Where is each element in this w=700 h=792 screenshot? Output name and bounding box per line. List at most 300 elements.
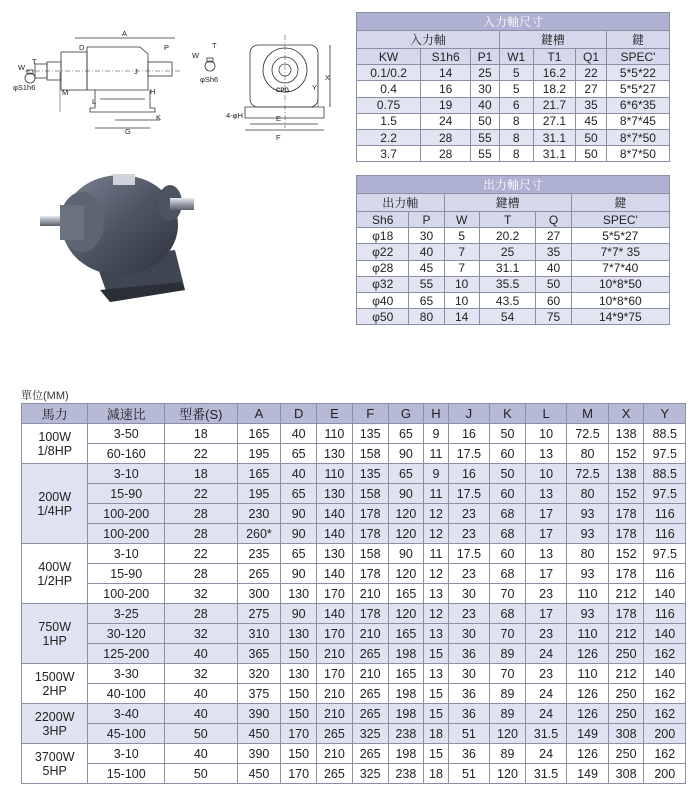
table-cell: 93	[567, 604, 608, 624]
table-row	[22, 664, 686, 684]
table-row	[357, 113, 670, 129]
table-cell: 13	[424, 664, 448, 684]
dim-label-k: K	[156, 113, 162, 122]
table-cell: 165	[237, 424, 281, 444]
table-cell: 28	[165, 564, 238, 584]
table-cell: 140	[317, 524, 353, 544]
table-cell: 15	[424, 744, 448, 764]
motor-power-line: 750W	[38, 619, 72, 634]
table-cell: 40	[536, 260, 571, 276]
table-cell: 75	[536, 309, 571, 325]
dim-label-w: W	[18, 63, 26, 72]
table-cell: 116	[644, 504, 686, 524]
table-cell: 138	[608, 424, 644, 444]
table-cell: 170	[317, 664, 353, 684]
dim-label-l: L	[92, 97, 97, 106]
motor-group	[22, 664, 686, 704]
table-cell: 17	[525, 604, 566, 624]
motor-power-line: 3700W	[34, 749, 75, 764]
table-cell: 36	[448, 684, 489, 704]
table-cell: 195	[237, 444, 281, 464]
motor-power-line: 100W	[38, 429, 72, 444]
table-cell: 15	[424, 684, 448, 704]
table-row	[357, 292, 670, 308]
table-cell: 170	[281, 724, 317, 744]
table-cell: 11	[424, 544, 448, 564]
table-cell: 35	[536, 244, 571, 260]
table-cell: 20.2	[479, 228, 536, 244]
dim-label-m: M	[62, 88, 69, 97]
main-col-header: Y	[644, 404, 686, 424]
table-cell: 60-160	[88, 444, 165, 464]
table-cell: 50	[165, 724, 238, 744]
table-row	[22, 524, 686, 544]
table-cell: 89	[490, 704, 526, 724]
table-cell: 60	[536, 292, 571, 308]
table-cell: 30	[448, 624, 489, 644]
table-cell: 126	[567, 744, 608, 764]
table-cell: 65	[388, 424, 424, 444]
table-cell: 138	[608, 464, 644, 484]
table-cell: 8*7*50	[606, 146, 669, 162]
table-cell: 238	[388, 764, 424, 784]
main-col-header: 馬力	[22, 404, 88, 424]
end-label-x: X	[325, 73, 331, 82]
input-col-header: P1	[471, 49, 500, 65]
table-cell: 60	[490, 484, 526, 504]
table-cell: 7	[444, 260, 479, 276]
table-cell: 250	[608, 684, 644, 704]
table-cell: 32	[165, 624, 238, 644]
table-cell: 40	[281, 464, 317, 484]
table-cell: 150	[281, 744, 317, 764]
table-cell: 16	[421, 81, 471, 97]
table-cell: 165	[388, 664, 424, 684]
table-cell: 158	[352, 484, 388, 504]
table-cell: 25	[471, 65, 500, 81]
table-cell: 158	[352, 544, 388, 564]
table-cell: 80	[409, 309, 444, 325]
table-cell: 210	[317, 644, 353, 664]
table-cell: 88.5	[644, 464, 686, 484]
table-cell: 11	[424, 444, 448, 464]
table-cell: 212	[608, 664, 644, 684]
table-cell: 170	[317, 624, 353, 644]
table-cell: 17	[525, 504, 566, 524]
table-cell: 68	[490, 504, 526, 524]
table-cell: 390	[237, 704, 281, 724]
table-row	[357, 65, 670, 81]
table-cell: 158	[352, 444, 388, 464]
main-col-header: D	[281, 404, 317, 424]
table-cell: 24	[525, 684, 566, 704]
table-cell: φ22	[357, 244, 409, 260]
table-cell: 89	[490, 684, 526, 704]
table-cell: 68	[490, 604, 526, 624]
table-cell: 45	[409, 260, 444, 276]
main-col-header: H	[424, 404, 448, 424]
dim-label-p: P	[164, 43, 170, 52]
table-cell: 6*6*35	[606, 97, 669, 113]
table-cell: 3.7	[357, 146, 421, 162]
table-cell: 13	[525, 484, 566, 504]
table-cell: 22	[165, 484, 238, 504]
table-cell: 0.1/0.2	[357, 65, 421, 81]
table-cell: 89	[490, 644, 526, 664]
table-cell: 120	[490, 724, 526, 744]
main-col-header: K	[490, 404, 526, 424]
table-cell: 15	[424, 704, 448, 724]
table-cell: 5	[499, 81, 533, 97]
motor-power-line: 200W	[38, 489, 72, 504]
input-col-header: Q1	[576, 49, 607, 65]
main-col-header: F	[352, 404, 388, 424]
output-shaft-table	[356, 175, 670, 325]
table-cell: 5*5*27	[571, 228, 669, 244]
table-cell: 31.5	[525, 724, 566, 744]
table-cell: 140	[317, 504, 353, 524]
table-cell: 198	[388, 644, 424, 664]
table-cell: 120	[388, 604, 424, 624]
table-cell: 140	[644, 624, 686, 644]
table-cell: 80	[567, 544, 608, 564]
end-label-t: T	[212, 41, 217, 50]
table-cell: 325	[352, 724, 388, 744]
table-cell: 31.5	[525, 764, 566, 784]
motor-power-line: 1500W	[34, 669, 75, 684]
table-cell: 130	[317, 484, 353, 504]
dim-label-j: J	[134, 67, 138, 76]
table-row	[357, 97, 670, 113]
table-cell: 68	[490, 564, 526, 584]
table-cell: 9	[424, 464, 448, 484]
table-cell: 198	[388, 684, 424, 704]
table-cell: 5*5*27	[606, 81, 669, 97]
table-cell: φ40	[357, 292, 409, 308]
table-cell: 90	[281, 604, 317, 624]
table-cell: 265	[237, 564, 281, 584]
table-cell: 238	[388, 724, 424, 744]
motor-power-line: 1/2HP	[37, 573, 73, 588]
table-cell: 265	[352, 704, 388, 724]
table-cell: 375	[237, 684, 281, 704]
input-table-title: 入力軸尺寸	[357, 13, 670, 31]
table-cell: 8	[499, 129, 533, 145]
table-cell: 150	[281, 644, 317, 664]
table-cell: 16	[448, 424, 489, 444]
table-cell: 165	[388, 624, 424, 644]
motor-power-cell	[22, 744, 88, 784]
table-cell: 162	[644, 684, 686, 704]
table-cell: 130	[317, 544, 353, 564]
technical-drawing	[0, 0, 345, 345]
table-cell: 31.1	[479, 260, 536, 276]
table-cell: 70	[490, 584, 526, 604]
table-cell: 55	[471, 129, 500, 145]
table-cell: 88.5	[644, 424, 686, 444]
table-row	[357, 260, 670, 276]
table-cell: 90	[388, 444, 424, 464]
motor-power-line: 3HP	[42, 723, 67, 738]
end-view-drawing	[245, 35, 330, 130]
table-cell: 230	[237, 504, 281, 524]
table-cell: 18	[165, 464, 238, 484]
table-cell: 110	[567, 584, 608, 604]
motor-power-line: 1/8HP	[37, 443, 73, 458]
motor-group	[22, 704, 686, 744]
table-cell: 100-200	[88, 584, 165, 604]
motor-power-cell	[22, 604, 88, 664]
table-row	[22, 564, 686, 584]
table-cell: 8*7*45	[606, 113, 669, 129]
table-cell: 90	[388, 544, 424, 564]
table-cell: 130	[281, 664, 317, 684]
main-col-header: X	[608, 404, 644, 424]
table-row	[22, 484, 686, 504]
table-cell: 36	[448, 744, 489, 764]
table-row	[22, 704, 686, 724]
table-cell: 308	[608, 764, 644, 784]
table-cell: 93	[567, 504, 608, 524]
table-cell: 23	[525, 664, 566, 684]
motor-group	[22, 744, 686, 784]
end-label-w: W	[192, 51, 200, 60]
table-cell: 36	[448, 704, 489, 724]
table-cell: 130	[281, 624, 317, 644]
table-cell: 178	[608, 524, 644, 544]
output-table-title: 出力軸尺寸	[357, 176, 670, 194]
table-cell: 10	[525, 424, 566, 444]
table-row	[22, 724, 686, 744]
table-cell: 18.2	[533, 81, 576, 97]
main-col-header: 減速比	[88, 404, 165, 424]
table-cell: 120	[388, 564, 424, 584]
input-shaft-table	[356, 12, 670, 162]
table-cell: 27.1	[533, 113, 576, 129]
table-cell: 16.2	[533, 65, 576, 81]
table-cell: 50	[165, 764, 238, 784]
table-cell: 17	[525, 524, 566, 544]
table-cell: 365	[237, 644, 281, 664]
table-cell: 65	[281, 444, 317, 464]
table-cell: 36	[448, 644, 489, 664]
motor-power-line: 1HP	[42, 633, 67, 648]
table-row	[22, 744, 686, 764]
output-col-header: P	[409, 212, 444, 228]
table-cell: 30-120	[88, 624, 165, 644]
table-cell: 23	[448, 604, 489, 624]
input-col-header: KW	[357, 49, 421, 65]
table-cell: 265	[317, 764, 353, 784]
table-cell: 40	[165, 644, 238, 664]
table-row	[22, 644, 686, 664]
table-cell: 2.2	[357, 129, 421, 145]
table-row	[22, 684, 686, 704]
table-cell: 265	[352, 644, 388, 664]
table-cell: 17	[525, 564, 566, 584]
table-cell: 165	[388, 584, 424, 604]
table-cell: 45-100	[88, 724, 165, 744]
main-col-header: L	[525, 404, 566, 424]
main-col-header: A	[237, 404, 281, 424]
table-cell: 27	[536, 228, 571, 244]
table-cell: 14	[444, 309, 479, 325]
table-cell: 31.1	[533, 129, 576, 145]
table-cell: 22	[576, 65, 607, 81]
table-cell: 110	[317, 424, 353, 444]
table-cell: 310	[237, 624, 281, 644]
output-group-shaft: 出力軸	[357, 194, 445, 212]
table-cell: 210	[317, 704, 353, 724]
table-cell: 275	[237, 604, 281, 624]
table-cell: 35.5	[479, 276, 536, 292]
table-cell: 30	[409, 228, 444, 244]
table-cell: 13	[525, 544, 566, 564]
table-cell: 120	[490, 764, 526, 784]
table-row	[22, 464, 686, 484]
table-row	[357, 81, 670, 97]
table-cell: 40	[281, 424, 317, 444]
table-cell: 9	[424, 424, 448, 444]
table-row	[22, 764, 686, 784]
motor-power-line: 2200W	[34, 709, 75, 724]
table-cell: 3-25	[88, 604, 165, 624]
table-cell: 70	[490, 624, 526, 644]
table-cell: 40	[471, 97, 500, 113]
main-col-header: J	[448, 404, 489, 424]
table-cell: 195	[237, 484, 281, 504]
table-cell: 24	[421, 113, 471, 129]
output-col-header: Q	[536, 212, 571, 228]
table-cell: 19	[421, 97, 471, 113]
table-cell: 55	[409, 276, 444, 292]
table-row	[357, 309, 670, 325]
table-cell: 28	[165, 604, 238, 624]
table-cell: 32	[165, 584, 238, 604]
table-cell: 198	[388, 704, 424, 724]
table-row	[357, 244, 670, 260]
table-cell: 68	[490, 524, 526, 544]
table-cell: 100-200	[88, 504, 165, 524]
table-cell: 10*8*50	[571, 276, 669, 292]
table-cell: 93	[567, 524, 608, 544]
table-cell: 60	[490, 544, 526, 564]
table-cell: 178	[352, 524, 388, 544]
table-cell: 24	[525, 704, 566, 724]
table-cell: 250	[608, 644, 644, 664]
table-cell: 21.7	[533, 97, 576, 113]
table-cell: 250	[608, 744, 644, 764]
input-col-header: SPEC'	[606, 49, 669, 65]
table-cell: 65	[409, 292, 444, 308]
gear-motor-photo	[40, 174, 194, 302]
dim-label-t: T	[32, 57, 37, 66]
table-cell: 40-100	[88, 684, 165, 704]
motor-power-cell	[22, 464, 88, 544]
output-col-header: SPEC'	[571, 212, 669, 228]
table-cell: 13	[424, 584, 448, 604]
table-cell: 120	[388, 524, 424, 544]
end-label-e: E	[276, 114, 282, 123]
table-row	[22, 504, 686, 524]
table-cell: 250	[608, 704, 644, 724]
table-cell: 178	[352, 564, 388, 584]
table-cell: 14*9*75	[571, 309, 669, 325]
table-row	[357, 129, 670, 145]
table-cell: 15	[424, 644, 448, 664]
table-cell: 28	[421, 146, 471, 162]
table-cell: 450	[237, 764, 281, 784]
table-cell: 0.4	[357, 81, 421, 97]
output-col-header: T	[479, 212, 536, 228]
table-cell: 16	[448, 464, 489, 484]
input-col-header: W1	[499, 49, 533, 65]
table-cell: 116	[644, 524, 686, 544]
table-cell: 152	[608, 544, 644, 564]
table-cell: 162	[644, 744, 686, 764]
table-cell: 210	[352, 624, 388, 644]
table-cell: 149	[567, 764, 608, 784]
dim-label-a: A	[122, 29, 128, 38]
table-cell: 126	[567, 704, 608, 724]
table-cell: 51	[448, 724, 489, 744]
main-col-header: 型番(S)	[165, 404, 238, 424]
table-cell: 14	[421, 65, 471, 81]
table-cell: 3-40	[88, 704, 165, 724]
table-cell: 80	[567, 484, 608, 504]
main-col-header: M	[567, 404, 608, 424]
table-cell: 51	[448, 764, 489, 784]
table-row	[22, 624, 686, 644]
table-cell: 7*7* 35	[571, 244, 669, 260]
table-cell: 15-100	[88, 764, 165, 784]
input-group-shaft: 入力軸	[357, 31, 500, 49]
table-cell: 55	[471, 146, 500, 162]
table-cell: 8	[499, 113, 533, 129]
table-cell: 28	[165, 504, 238, 524]
table-cell: 1.5	[357, 113, 421, 129]
table-row	[22, 444, 686, 464]
table-cell: 18	[424, 764, 448, 784]
table-cell: 150	[281, 684, 317, 704]
table-cell: 140	[317, 604, 353, 624]
table-cell: 7	[444, 244, 479, 260]
motor-group	[22, 424, 686, 464]
table-cell: 130	[317, 444, 353, 464]
table-cell: 140	[317, 564, 353, 584]
table-row	[22, 424, 686, 444]
motor-power-line: 5HP	[42, 763, 67, 778]
table-cell: 152	[608, 484, 644, 504]
table-cell: 30	[448, 584, 489, 604]
table-cell: 3-10	[88, 464, 165, 484]
motor-power-line: 400W	[38, 559, 72, 574]
table-cell: 12	[424, 524, 448, 544]
table-cell: 31.1	[533, 146, 576, 162]
table-cell: 97.5	[644, 484, 686, 504]
table-cell: 17.5	[448, 444, 489, 464]
table-cell: 50	[490, 424, 526, 444]
table-cell: 89	[490, 744, 526, 764]
table-cell: 5	[444, 228, 479, 244]
table-cell: φ50	[357, 309, 409, 325]
table-cell: 178	[352, 604, 388, 624]
table-row	[22, 544, 686, 564]
table-cell: φ28	[357, 260, 409, 276]
logo-text: CPG	[276, 88, 290, 94]
table-cell: 210	[317, 684, 353, 704]
end-label-f: F	[276, 133, 281, 142]
